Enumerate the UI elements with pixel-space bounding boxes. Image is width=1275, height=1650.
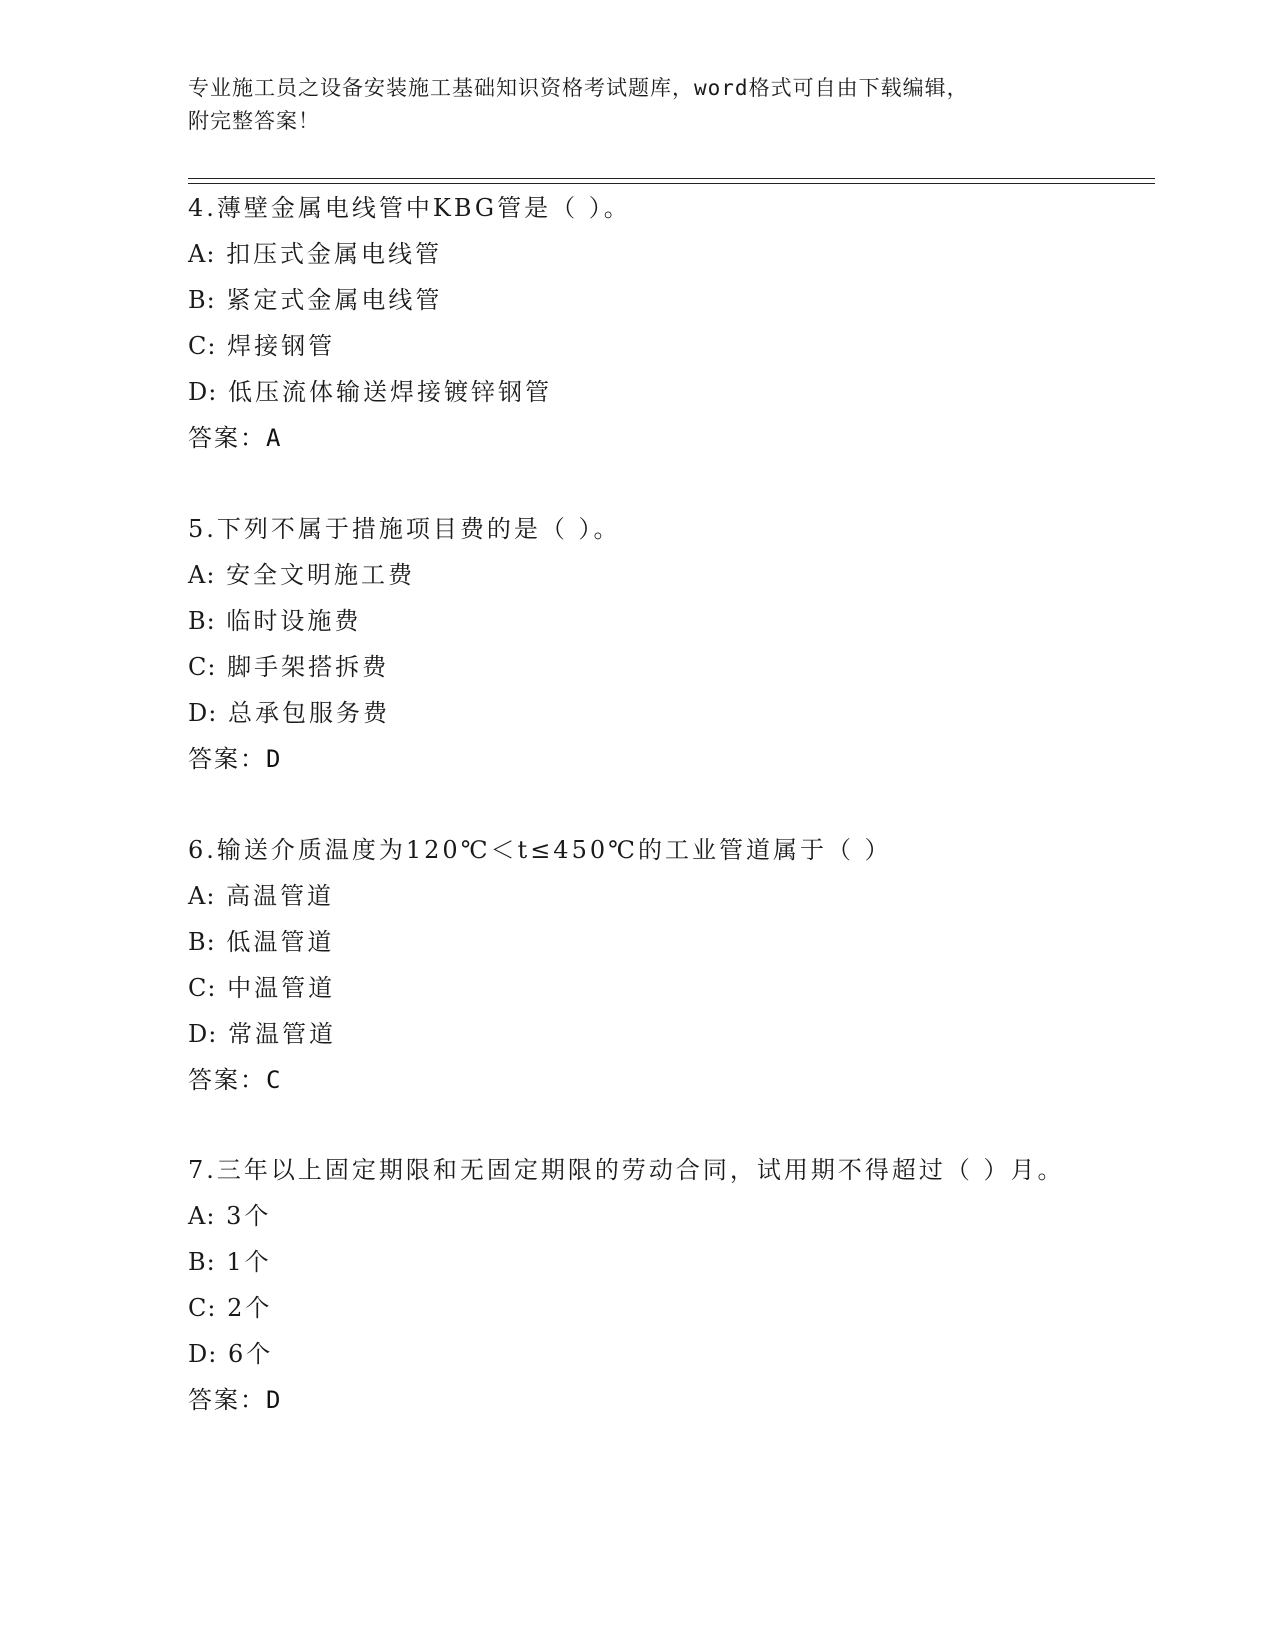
- option-key: D:: [188, 1020, 218, 1048]
- option-b: [188, 598, 1088, 644]
- option-text: 低压流体输送焊接镀锌钢管: [227, 378, 552, 406]
- document-header: [188, 72, 1088, 138]
- option-key: C:: [188, 974, 217, 1002]
- answer-line: [188, 1057, 1088, 1103]
- question-block: [188, 506, 1088, 782]
- answer-label: 答案：: [188, 745, 266, 773]
- question-block: [188, 1147, 1088, 1423]
- option-text: 扣压式金属电线管: [226, 240, 443, 268]
- option-text: 临时设施费: [226, 607, 362, 635]
- option-key: C:: [188, 1294, 217, 1322]
- option-c: [188, 965, 1088, 1011]
- option-key: B:: [188, 286, 216, 314]
- header-divider-bottom: [188, 183, 1155, 184]
- option-key: B:: [188, 1248, 216, 1276]
- option-b: [188, 277, 1088, 323]
- option-key: A:: [188, 240, 216, 268]
- option-c: [188, 1285, 1088, 1331]
- option-text: 3个: [226, 1202, 272, 1230]
- option-a: [188, 552, 1088, 598]
- option-key: A:: [188, 561, 216, 589]
- question-stem: 7.三年以上固定期限和无固定期限的劳动合同，试用期不得超过（ ）月。: [188, 1156, 1065, 1184]
- answer-value: D: [266, 1386, 281, 1414]
- option-text: 1个: [226, 1248, 272, 1276]
- option-text: 安全文明施工费: [226, 561, 416, 589]
- answer-line: [188, 736, 1088, 782]
- option-d: [188, 690, 1088, 736]
- option-text: 焊接钢管: [227, 332, 336, 360]
- answer-value: C: [266, 1066, 281, 1094]
- question-stem: 4.薄壁金属电线管中KBG管是（ ）。: [188, 194, 631, 222]
- option-text: 总承包服务费: [227, 699, 390, 727]
- option-text: 紧定式金属电线管: [226, 286, 443, 314]
- option-d: [188, 369, 1088, 415]
- option-c: [188, 323, 1088, 369]
- answer-line: [188, 1377, 1088, 1423]
- answer-value: A: [266, 424, 281, 452]
- option-text: 2个: [227, 1294, 273, 1322]
- header-line-2: 附完整答案！: [188, 109, 320, 133]
- answer-line: [188, 415, 1088, 461]
- option-b: [188, 1239, 1088, 1285]
- option-text: 低温管道: [226, 928, 335, 956]
- option-key: B:: [188, 607, 216, 635]
- answer-value: D: [266, 745, 281, 773]
- question-stem: 6.输送介质温度为120℃＜t≤450℃的工业管道属于（ ）: [188, 836, 892, 864]
- option-key: A:: [188, 882, 216, 910]
- option-text: 6个: [227, 1340, 274, 1368]
- option-text: 脚手架搭拆费: [227, 653, 390, 681]
- option-a: [188, 231, 1088, 277]
- question-block: [188, 185, 1088, 461]
- question-block: [188, 827, 1088, 1103]
- option-key: C:: [188, 332, 217, 360]
- option-text: 高温管道: [226, 882, 335, 910]
- question-stem: 5.下列不属于措施项目费的是（ ）。: [188, 515, 621, 543]
- option-c: [188, 644, 1088, 690]
- option-key: D:: [188, 378, 218, 406]
- option-a: [188, 1193, 1088, 1239]
- option-b: [188, 919, 1088, 965]
- option-text: 中温管道: [227, 974, 336, 1002]
- answer-label: 答案：: [188, 1066, 266, 1094]
- answer-label: 答案：: [188, 1386, 266, 1414]
- option-key: D:: [188, 699, 218, 727]
- header-divider-top: [188, 178, 1155, 179]
- option-key: C:: [188, 653, 217, 681]
- option-key: B:: [188, 928, 216, 956]
- option-key: D:: [188, 1340, 218, 1368]
- option-d: [188, 1331, 1088, 1377]
- option-key: A:: [188, 1202, 216, 1230]
- answer-label: 答案：: [188, 424, 266, 452]
- option-text: 常温管道: [227, 1020, 336, 1048]
- option-d: [188, 1011, 1088, 1057]
- header-line-1: 专业施工员之设备安装施工基础知识资格考试题库，word格式可自由下载编辑，: [188, 76, 969, 100]
- option-a: [188, 873, 1088, 919]
